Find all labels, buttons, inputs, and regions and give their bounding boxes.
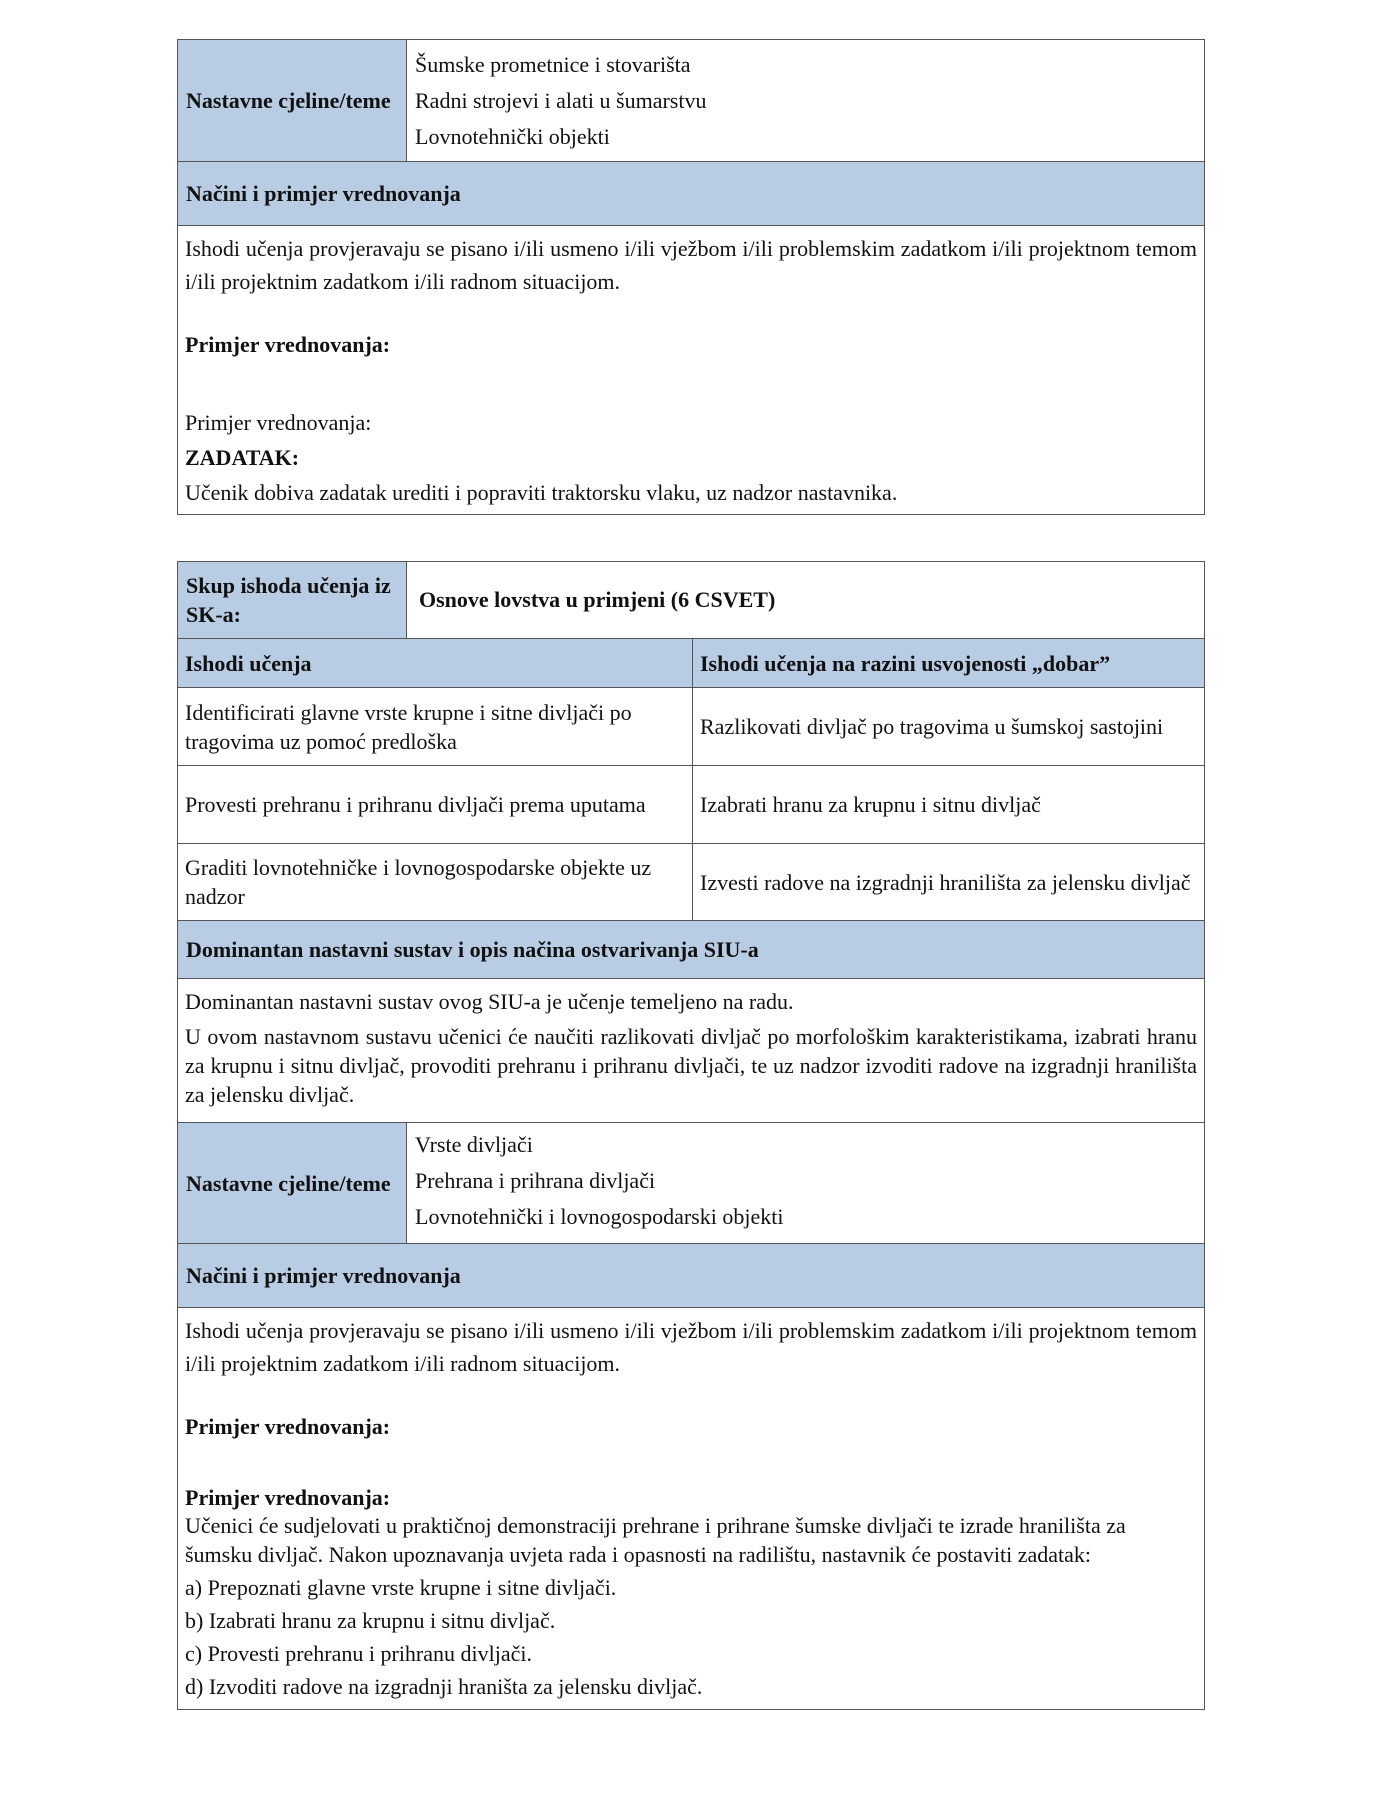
set-value: Osnove lovstva u primjeni (6 CSVET) [419,587,776,612]
system-text-2: U ovom nastavnom sustavu učenici će naučiti razlikovati divljač po morfološkim karakteristikama, izabrati hranu za krupnu i sitnu divljač, provoditi prehranu i prihranu divljači, te uz nadzor izvoditi radove na izgradnji hranilišta za jelensku divljač. [185,1024,1197,1107]
col-header-level-good: Ishodi učenja na razini usvojenosti „dobar” [693,639,1204,687]
task-heading: ZADATAK: [185,445,300,470]
topics-list [407,40,1204,161]
level-good-cell: Razlikovati divljač po tragovima u šumskoj sastojini [700,714,1164,739]
set-row [178,562,1204,638]
topics-label: Nastavne cjeline/teme [178,40,407,161]
topic-item: Šumske prometnice i stovarišta [415,52,691,77]
col-header-outcomes: Ishodi učenja [178,639,693,687]
evaluation-header-row [178,161,1204,225]
task-text: Učenik dobiva zadatak urediti i popraviti traktorsku vlaku, uz nadzor nastavnika. [185,480,898,505]
topics-row [178,40,1204,161]
outcome-cell: Identificirati glavne vrste krupne i sitne divljači po tragovima uz pomoć predloška [178,688,693,765]
task-item: b) Izabrati hranu za krupnu i sitnu divljač. [185,1608,556,1633]
task-item: d) Izvoditi radove na izgradnji hraništa za jelensku divljač. [185,1674,703,1699]
example-label: Primjer vrednovanja: [185,410,372,435]
example-heading-2: Primjer vrednovanja: [185,1485,391,1510]
level-good-cell: Izvesti radove na izgradnji hranilišta za jelensku divljač [700,869,1191,895]
outcome-cell: Graditi lovnotehničke i lovnogospodarske objekte uz nadzor [178,844,693,920]
topic-item: Radni strojevi i alati u šumarstvu [415,88,707,113]
evaluation-text: Ishodi učenja provjeravaju se pisano i/ili usmeno i/ili vježbom i/ili problemskim zadatkom i/ili projektnom temom i/ili projektnim zadatkom i/ili radnom situacijom. [185,1318,1197,1376]
system-body-row [178,978,1204,1122]
level-good-cell: Izabrati hranu za krupnu i sitnu divljač [700,792,1041,817]
evaluation-header-row [178,1243,1204,1307]
topic-item: Vrste divljači [415,1132,533,1157]
evaluation-body-row [178,225,1204,514]
table-learning-outcomes-set [177,561,1205,1710]
table-topics-evaluation-1 [177,39,1205,515]
evaluation-body [178,1308,1204,1709]
system-body [178,979,1204,1122]
evaluation-header: Načini i primjer vrednovanja [178,162,1204,225]
outcome-cell: Provesti prehranu i prihranu divljači prema uputama [178,766,693,843]
evaluation-body [178,226,1204,514]
topics-label: Nastavne cjeline/teme [178,1123,407,1243]
task-item: c) Provesti prehranu i prihranu divljači. [185,1641,533,1666]
table-row [178,765,1204,843]
example-text: Učenici će sudjelovati u praktičnoj demonstraciji prehrane i prihrane šumske divljači te izrade hranilišta za šumsku divljač. Nakon upoznavanja uvjeta rada i opasnosti na radilištu, nastavnik će postaviti zadatak: [185,1513,1126,1567]
topic-item: Lovnotehnički i lovnogospodarski objekti [415,1204,784,1229]
set-label: Skup ishoda učenja iz SK-a: [178,562,407,638]
evaluation-text: Ishodi učenja provjeravaju se pisano i/ili usmeno i/ili vježbom i/ili problemskim zadatkom i/ili projektnom temom i/ili projektnim zadatkom i/ili radnom situacijom. [185,236,1197,294]
system-header-row [178,920,1204,978]
topic-item: Lovnotehnički objekti [415,124,610,149]
system-header: Dominantan nastavni sustav i opis načina ostvarivanja SIU-a [178,921,1204,978]
outcomes-header-row [178,638,1204,687]
task-item: a) Prepoznati glavne vrste krupne i sitne divljači. [185,1575,617,1600]
system-text-1: Dominantan nastavni sustav ovog SIU-a je učenje temeljeno na radu. [185,989,794,1014]
example-heading: Primjer vrednovanja: [185,332,391,357]
example-heading: Primjer vrednovanja: [185,1414,391,1439]
topics-list [407,1123,1204,1243]
table-row [178,687,1204,765]
evaluation-body-row [178,1307,1204,1709]
topics-row [178,1122,1204,1243]
evaluation-header: Načini i primjer vrednovanja [178,1244,1204,1307]
topic-item: Prehrana i prihrana divljači [415,1168,656,1193]
table-row [178,843,1204,920]
